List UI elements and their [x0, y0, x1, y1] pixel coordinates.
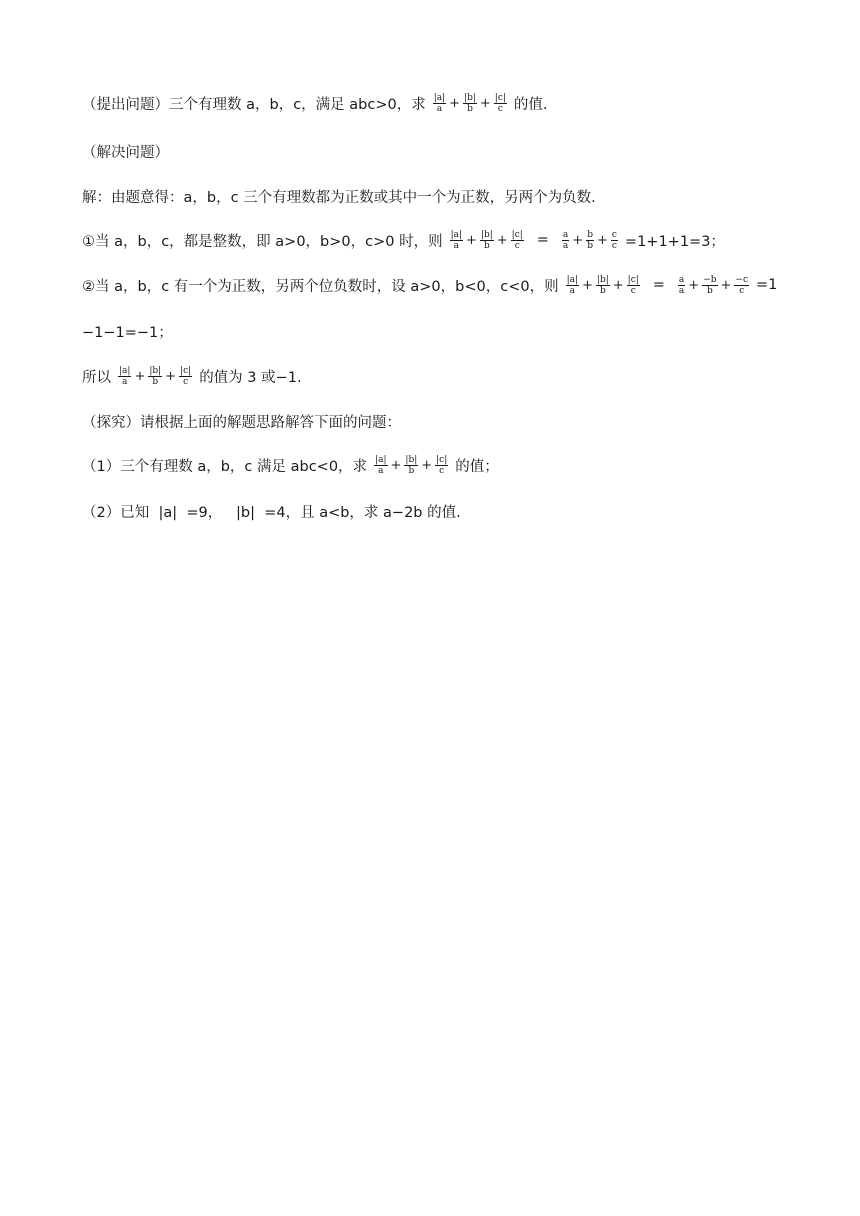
case-2-continued: −1−1=−1；	[82, 324, 173, 341]
case-1: ①当 a，b，c，都是整数，即 a>0，b>0，c>0 时，则 $\frac{|a|}{a}$ + $\frac{|b|}{b}$ + $\frac{|c|}{c}$ = $\frac{a}{a}$ + $\frac{b}{b}$ + $\frac{c}{c}$ =1+1+1=3；	[82, 229, 725, 251]
abs-c-over-c: $\frac{|c|}{c}$	[180, 365, 192, 387]
abs-c-over-c: $\frac{|c|}{c}$	[494, 92, 506, 114]
abs-c-over-c: $\frac{|c|}{c}$	[436, 454, 448, 476]
abs-c-over-c: $\frac{|c|}{c}$	[511, 229, 523, 251]
abs-a-over-a: $\frac{|a|}{a}$	[450, 229, 463, 251]
b-over-b: $\frac{b}{b}$	[587, 229, 593, 251]
abs-a-over-a: $\frac{|a|}{a}$	[566, 274, 579, 296]
solve-heading: （解决问题）	[82, 144, 169, 161]
abs-a-over-a: $\frac{|a|}{a}$	[375, 454, 387, 476]
question-1: （1）三个有理数 a，b，c 满足 abc<0，求 $\frac{|a|}{a}$ + $\frac{|b|}{b}$ + $\frac{|c|}{c}$ 的值；	[82, 454, 499, 476]
a-over-a: $\frac{a}{a}$	[562, 229, 569, 251]
problem-text-end: 的值.	[513, 96, 548, 113]
abs-b-over-b: $\frac{|b|}{b}$	[464, 92, 476, 114]
abs-b-over-b: $\frac{|b|}{b}$	[480, 229, 493, 251]
abs-a-over-a: $\frac{|a|}{a}$	[433, 92, 446, 114]
neg-b-over-b: $\frac{-b}{b}$	[703, 274, 717, 296]
abs-b-over-b: $\frac{|b|}{b}$	[405, 454, 418, 476]
abs-a-over-a: $\frac{|a|}{a}$	[119, 365, 131, 387]
solution-intro: 解：由题意得：a，b，c 三个有理数都为正数或其中一个为正数，另两个为负数.	[82, 189, 596, 206]
problem-text: （提出问题）三个有理数 a，b，c，满足 abc>0，求	[82, 96, 426, 113]
conclusion: 所以 $\frac{|a|}{a}$ + $\frac{|b|}{b}$ + $\frac{|c|}{c}$ 的值为 3 或−1.	[82, 365, 302, 387]
abs-b-over-b: $\frac{|b|}{b}$	[596, 274, 609, 296]
abs-c-over-c: $\frac{|c|}{c}$	[627, 274, 639, 296]
problem-statement: （提出问题）三个有理数 a，b，c，满足 abc>0，求 $\frac{|a|}{a}$ + $\frac{|b|}{b}$ + $\frac{|c|}{c}$ 的值.	[82, 92, 548, 114]
question-2: （2）已知 |a| =9， |b| =4，且 a<b，求 a−2b 的值.	[82, 504, 461, 521]
case-2: ②当 a，b，c 有一个为正数，另两个位负数时，设 a>0，b<0，c<0，则 $\frac{|a|}{a}$ + $\frac{|b|}{b}$ + $\frac{|c|}{c}$ = $\frac{a}{a}$ + $\frac{-b}{b}$ + $\frac{-c}{c}$ =1	[82, 274, 778, 296]
c-over-c: $\frac{c}{c}$	[611, 229, 617, 251]
abs-b-over-b: $\frac{|b|}{b}$	[149, 365, 162, 387]
explore-heading: （探究）请根据上面的解题思路解答下面的问题：	[82, 414, 401, 431]
a-over-a: $\frac{a}{a}$	[678, 274, 685, 296]
neg-c-over-c: $\frac{-c}{c}$	[735, 274, 749, 296]
